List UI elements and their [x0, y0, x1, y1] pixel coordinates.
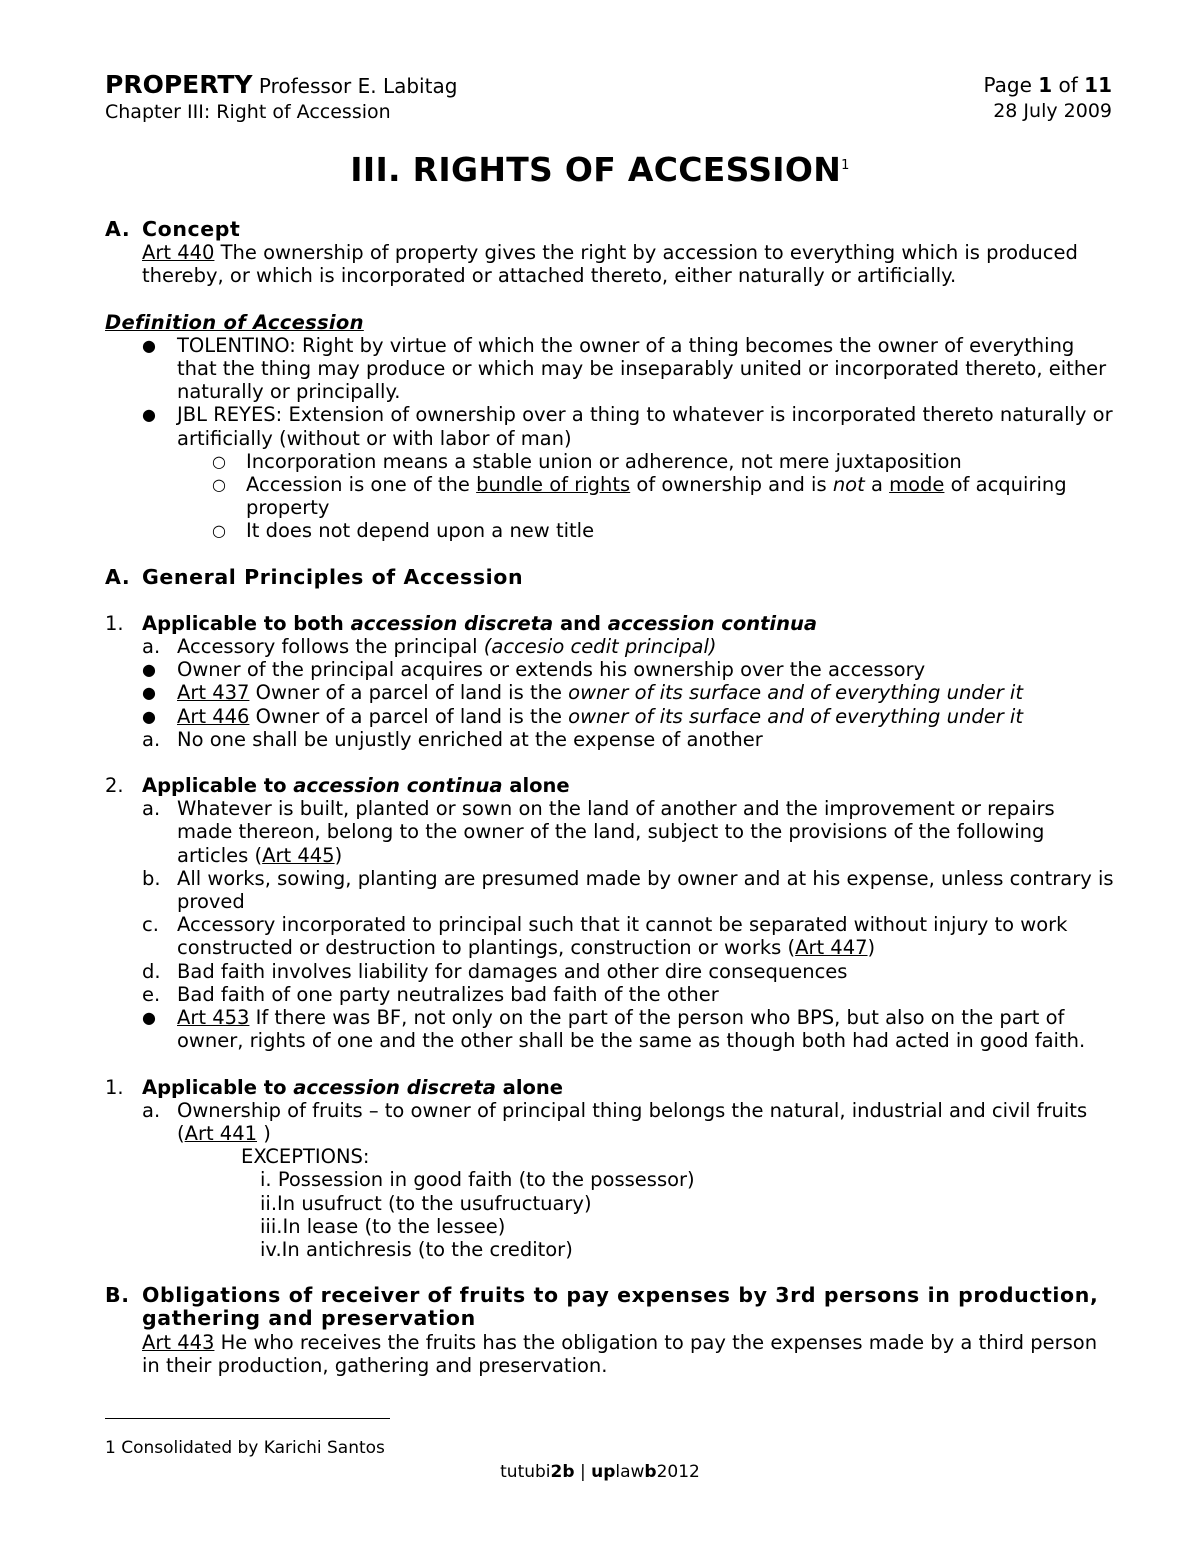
general-principles-heading: A. General Principles of Accession — [105, 564, 524, 589]
header-date: 28 July 2009 — [993, 100, 1112, 122]
list-item: i. Possession in good faith (to the possessor) — [260, 1168, 695, 1192]
list-item: iv.In antichresis (to the creditor) — [260, 1237, 573, 1261]
section-b-heading: B. Obligations of receiver of fruits to pay expenses by 3rd persons in production, gathering and preservation — [105, 1283, 1099, 1331]
header-professor: Professor E. Labitag — [252, 74, 458, 98]
header-subject: PROPERTY — [105, 70, 253, 99]
list-item: e. Bad faith of one party neutralizes bad faith of the other — [142, 982, 719, 1006]
art-447-link[interactable]: Art 447 — [795, 936, 868, 960]
list-item: ● TOLENTINO: Right by virtue of which the owner of a thing becomes the owner of everything that the thing may produce or which may be inseparably united or incorporated thereto, either naturally or principally. — [142, 333, 1107, 404]
section-b-text: Art 443 He who receives the fruits has the obligation to pay the expenses made by a third person in their production, gathering and preservation. — [142, 1330, 1098, 1377]
list-item: ● Art 446 Owner of a parcel of land is the owner of its surface and of everything under it — [142, 704, 1023, 728]
footnote-ref[interactable]: 1 — [841, 158, 850, 173]
section-a-heading: A. Concept — [105, 217, 241, 241]
art-453-link[interactable]: Art 453 — [177, 1006, 250, 1030]
principle-3-heading: 1. Applicable to accession discreta alone — [105, 1075, 564, 1099]
section-a-text: Art 440 The ownership of property gives the right by accession to everything which is produced thereby, or which is incorporated or attached thereto, either naturally or artificially. — [142, 241, 1078, 288]
list-item: ● Art 453 If there was BF, not only on the part of the person who BPS, but also on the part of owner, rights of one and the other shall be the same as though both had acted in good faith. — [142, 1006, 1086, 1053]
list-item: a. Accessory follows the principal (accesio cedit principal) — [142, 635, 717, 659]
exceptions-label: EXCEPTIONS: — [241, 1145, 370, 1169]
art-445-link[interactable]: Art 445 — [262, 843, 335, 867]
list-item: ii.In usufruct (to the usufructuary) — [260, 1191, 592, 1215]
footnote: 1 Consolidated by Karichi Santos — [105, 1438, 385, 1458]
header-right — [983, 72, 1112, 124]
list-item: c. Accessory incorporated to principal such that it cannot be separated without injury to work constructed or destruction to plantings, construction or works (Art 447) — [142, 913, 1068, 960]
document-body — [105, 218, 1115, 1377]
art-440-link[interactable]: Art 440 — [142, 241, 215, 265]
list-item: a. Ownership of fruits – to owner of principal thing belongs the natural, industrial and civil fruits (Art 441 ) — [142, 1098, 1088, 1145]
list-item: ○ Incorporation means a stable union or adherence, not mere juxtaposition — [212, 449, 962, 473]
list-item: a. Whatever is built, planted or sown on the land of another and the improvement or repairs made thereon, belong to the owner of the land, subject to the provisions of the following articles (Art 445) — [142, 797, 1055, 867]
list-item: d. Bad faith involves liability for damages and other dire consequences — [142, 959, 848, 983]
list-item: ○ It does not depend upon a new title — [212, 519, 595, 543]
list-item: ● JBL REYES: Extension of ownership over a thing to whatever is incorporated thereto naturally or artificially (without or with labor of man) — [142, 403, 1113, 450]
list-item: iii.In lease (to the lessee) — [260, 1214, 506, 1238]
list-item: ● Art 437 Owner of a parcel of land is the owner of its surface and of everything under it — [142, 681, 1023, 705]
art-446-link[interactable]: Art 446 — [177, 704, 250, 728]
page-indicator: Page 1 of 11 — [983, 73, 1112, 97]
principle-2-heading: 2. Applicable to accession continua alone — [105, 774, 570, 798]
page-footer: tutubi2b | uplawb2012 — [500, 1462, 700, 1482]
header-chapter: Chapter III: Right of Accession — [105, 101, 391, 123]
principle-1-heading: 1. Applicable to both accession discreta and accession continua — [105, 611, 818, 635]
art-443-link[interactable]: Art 443 — [142, 1330, 215, 1354]
footnote-divider — [105, 1418, 390, 1419]
list-item: a. No one shall be unjustly enriched at the expense of another — [142, 727, 763, 751]
list-item: b. All works, sowing, planting are presumed made by owner and at his expense, unless contrary is proved — [142, 866, 1114, 914]
page-title: III. RIGHTS OF ACCESSION$^1$ — [350, 150, 850, 189]
definition-heading: Definition of Accession — [105, 310, 364, 334]
art-441-link[interactable]: Art 441 — [184, 1121, 258, 1145]
header-left — [105, 72, 457, 125]
list-item: ○ Accession is one of the bundle of rights of ownership and is not a mode of acquiring property — [212, 473, 1067, 520]
art-437-link[interactable]: Art 437 — [177, 681, 250, 705]
list-item: ● Owner of the principal acquires or extends his ownership over the accessory — [142, 658, 926, 682]
